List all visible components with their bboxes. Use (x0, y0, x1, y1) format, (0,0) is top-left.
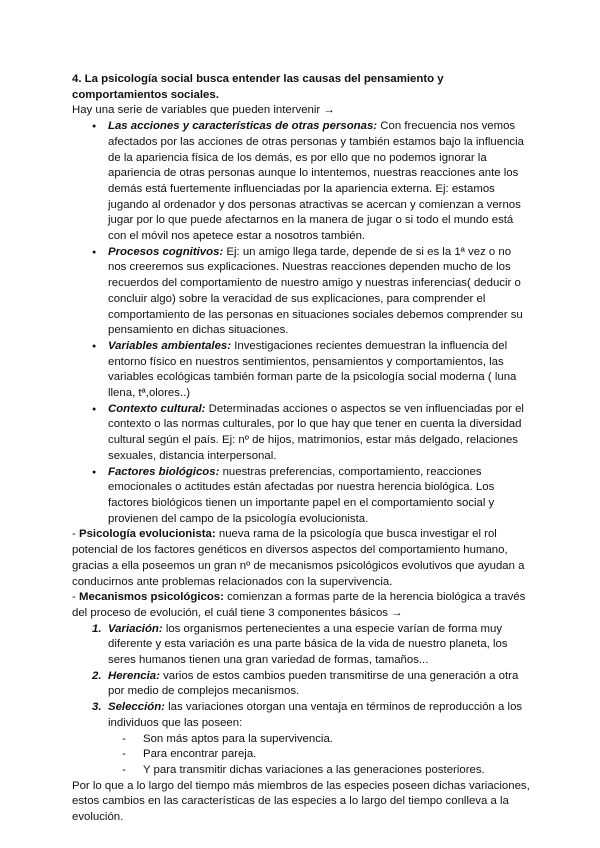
description: Investigaciones recientes demuestran la influencia del entorno físico en nuestros sentimientos, pensamientos y comportamientos, las variables ecológicas también forman parte de la psicología social moderna ( luna llena, tª,olores..) (108, 339, 517, 400)
dash: - (122, 732, 126, 745)
componentes-list (72, 622, 530, 779)
term: Las acciones y características de otras personas: (108, 120, 378, 133)
list-item (92, 669, 530, 700)
intro-text: Hay una serie de variables que pueden intervenir → (72, 104, 335, 117)
section-heading: 4. La psicología social busca entender las causas del pensamiento y comportamientos sociales. (72, 73, 444, 101)
document-page (72, 72, 530, 826)
list-item (122, 732, 530, 748)
term: Variación: (108, 622, 163, 635)
list-number: 1. (92, 622, 102, 635)
description: Con frecuencia nos vemos afectados por las acciones de otras personas y también estamos bajo la influencia de la apariencia física de los demás, es por ello que no podemos ignorar la apariencia de otras personas aunque lo intentemos, nuestras reacciones ante los demás está fuertemente influenciadas por la apariencia externa. Ej: estamos jugando al ordenador y dos personas atractivas se acercan y comienzan a vernos jugar por lo que puede afectarnos en la manera de jugar o si todo el mundo está con el móvil nos apetece estar a nosotros también. (108, 120, 524, 243)
term: Selección: (108, 701, 165, 714)
dash: - (122, 748, 126, 761)
item-text: Son más aptos para la supervivencia. (143, 732, 333, 745)
list-item (108, 465, 530, 528)
list-item (122, 763, 530, 779)
list-item (108, 245, 530, 339)
dash: - (72, 528, 79, 541)
list-item (108, 339, 530, 402)
description: varios de estos cambios pueden transmitirse de una generación a otra por medio de complejos mecanismos. (108, 669, 519, 698)
dash: - (122, 763, 126, 776)
term: Variables ambientales: (108, 339, 232, 352)
description: comienzan a formas parte de la herencia biológica a través del proceso de evolución, el cuál tiene 3 componentes básicos → (72, 591, 526, 619)
list-item (122, 747, 530, 763)
description: nuestras preferencias, comportamiento, reacciones emocionales o actitudes están afectadas por nuestra herencia biológica. Los factores biológicos tienen un importante papel en el comportamiento social y provienen del campo de la psicología evolucionista. (108, 465, 495, 525)
list-number: 2. (92, 669, 102, 682)
term: Factores biológicos: (108, 465, 220, 478)
term: Herencia: (108, 669, 160, 682)
list-item (92, 700, 530, 779)
item-text: Para encontrar pareja. (143, 748, 257, 761)
description: Determinadas acciones o aspectos se ven influenciadas por el contexto o las normas culturales, por lo que hay que tener en cuenta la diversidad cultural según el país. Ej: nº de hijos, matrimonios, estar más delgado, relaciones sexuales, distancia interpersonal. (108, 402, 524, 462)
evolucionista-paragraph (72, 527, 530, 590)
description: los organismos pertenecientes a una especie varían de forma muy diferente y esta variación es una parte básica de la vida de nuestro planeta, los seres humanos tienen una gran variedad de formas, tamaños... (108, 622, 508, 667)
term: Mecanismos psicológicos: (78, 591, 224, 604)
term: Psicología evolucionista: (78, 528, 216, 541)
list-item (92, 622, 530, 669)
list-item (108, 402, 530, 465)
list-item (108, 119, 530, 245)
dash: - (72, 591, 79, 604)
mecanismos-paragraph (72, 590, 530, 621)
description: las variaciones otorgan una ventaja en términos de reproducción a los individuos que las poseen: (108, 701, 523, 729)
variables-list (72, 119, 530, 527)
description: nueva rama de la psicología que busca investigar el rol potencial de los factores genéticos en diversos aspectos del comportamiento humano, gracias a ella poseemos un gran nº de mecanismos psicológicos evolutivos que ayudan a conducirnos ante problemas relacionados con la supervivencia. (72, 528, 525, 588)
description: Ej: un amigo llega tarde, depende de si es la 1ª vez o no nos creeremos sus explicaciones. Nuestras reacciones dependen mucho de los recuerdos del comportamiento de nuestro amigo y nuestras inferencias( deducir o concluir algo) sobre la veracidad de sus explicaciones, para comprender el comportamiento de las personas en situaciones sociales debemos comprender su pensamiento en dichas situaciones. (108, 245, 523, 337)
term: Contexto cultural: (108, 402, 206, 415)
list-number: 3. (92, 701, 102, 714)
seleccion-list (108, 732, 530, 779)
item-text: Y para transmitir dichas variaciones a las generaciones posteriores. (143, 763, 485, 776)
term: Procesos cognitivos: (108, 245, 224, 258)
conclusion-paragraph: Por lo que a lo largo del tiempo más miembros de las especies poseen dichas variaciones, estos cambios en las características de las especies a lo largo del tiempo conlleva a la evolución. (72, 779, 530, 824)
